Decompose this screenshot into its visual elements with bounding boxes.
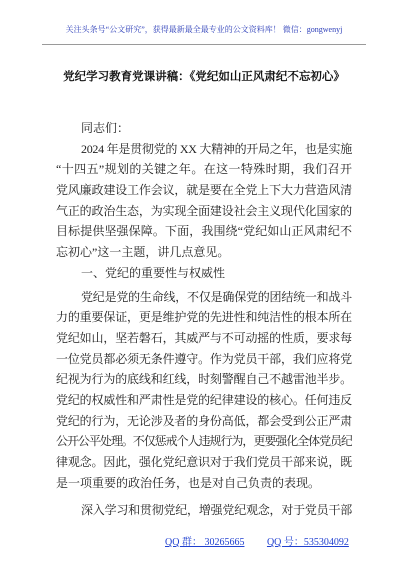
paragraph-line: 党纪是党的生命线，不仅是确保党的团结统一和战斗 — [81, 289, 352, 304]
paragraph-line: 目标提供坚强保障。下面，我围绕“党纪如山正风肃纪不 — [56, 224, 352, 239]
paragraph-line: “十四五”规划的关键之年。在这一特殊时期，我们召开 — [56, 162, 352, 177]
paragraph-line: 一位党员都必须无条件遵守。作为党员干部，我们应将党 — [56, 351, 352, 366]
qq-number-link[interactable]: QQ 号：535304092 — [266, 537, 349, 548]
paragraph-line: 力的重要保证，更是维护党的先进性和纯洁性的根本所在 — [56, 310, 352, 325]
header-notice: 关注头条号“公文研究”，获得最新最全最专业的公文资料库！ 微信：gongwenyj — [65, 25, 343, 34]
paragraph-line: 2024 年是贯彻党的 XX 大精神的开局之年，也是实施 — [81, 141, 352, 156]
section-paragraph-2 — [56, 390, 352, 493]
section-heading: 一、党纪的重要性与权威性 — [81, 265, 226, 280]
intro-paragraph — [56, 139, 352, 263]
paragraph-line: 律观念。因此，强化党纪意识对于我们党员干部来说，既 — [56, 455, 352, 469]
paragraph-line: 深入学习和贯彻党纪，增强党纪观念，对于党员干部 — [81, 503, 352, 518]
paragraph-line: 党纪的行为，无论涉及者的身份高低，都会受到公正严肃 — [56, 413, 352, 428]
paragraph-line: 纪视为行为的底线和红线，时刻警醒自己不越雷池半步。 — [56, 372, 352, 387]
qq-group-link[interactable]: QQ 群： 30265665 — [165, 537, 245, 548]
salutation: 同志们： — [81, 121, 130, 135]
paragraph-line: 党纪的权威性和严肃性是党的纪律建设的核心。任何违反 — [56, 392, 352, 407]
section-paragraph-3 — [56, 500, 352, 521]
paragraph-line: 党纪如山，坚若磐石，其威严与不可动摇的性质，要求每 — [56, 330, 352, 345]
document-body — [56, 118, 352, 521]
paragraph-line: 党风廉政建设工作会议，就是要在全党上下大力营造风清 — [56, 183, 352, 198]
footer-contacts — [165, 536, 349, 550]
paragraph-line: 是一项重要的政治任务，也是对自己负责的表现。 — [56, 475, 321, 490]
section-paragraph-1 — [56, 287, 352, 390]
header-divider — [42, 44, 366, 45]
paragraph-line: 忘初心”这一主题，讲几点意见。 — [56, 245, 230, 260]
paragraph-line: 公开公平处理。不仅惩戒个人违规行为，更要强化全体党员纪 — [56, 434, 352, 449]
paragraph-line: 气正的政治生态，为实现全面建设社会主义现代化国家的 — [56, 203, 352, 218]
document-title: 党纪学习教育党课讲稿：《党纪如山正风肃纪不忘初心》 — [63, 71, 345, 83]
